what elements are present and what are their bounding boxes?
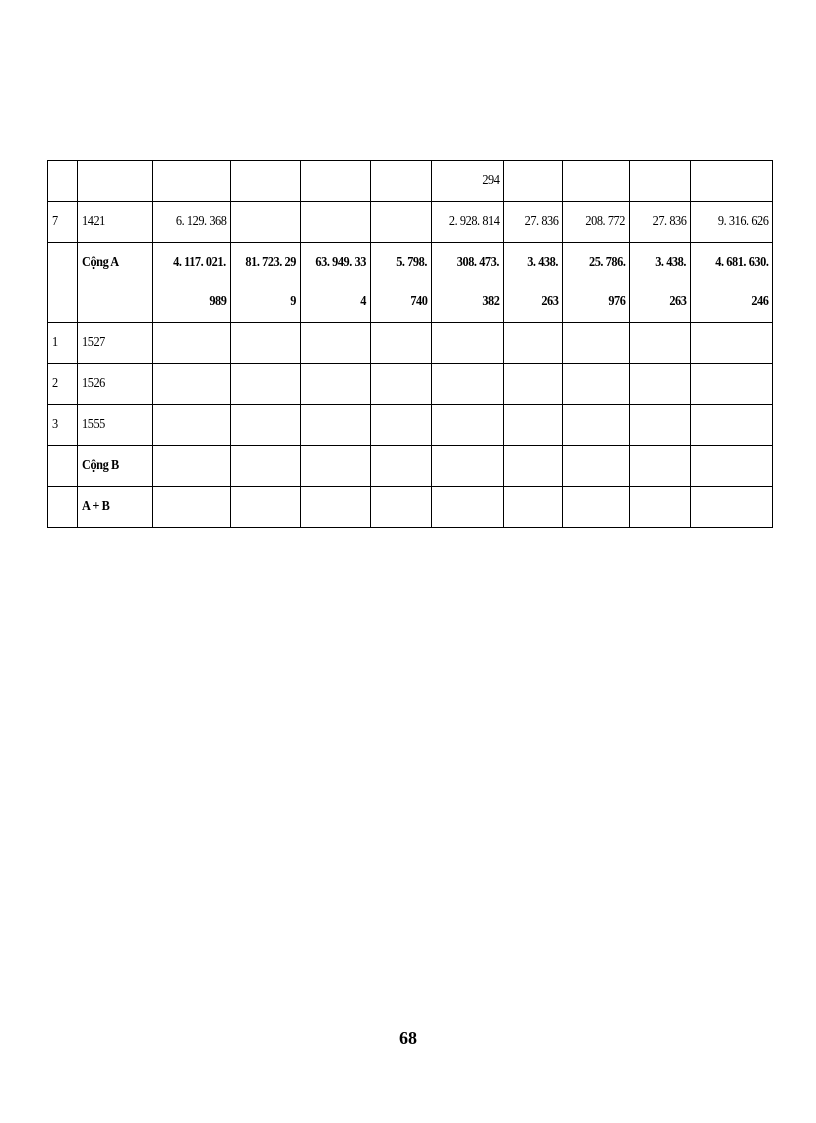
cell-c1: 4. 117. 021. 989 [153, 243, 231, 323]
cell-stt [48, 446, 78, 487]
cell-c1: 6. 129. 368 [153, 202, 231, 243]
cell-c3 [301, 405, 371, 446]
cell-c6 [504, 364, 563, 405]
cell-stt [48, 487, 78, 528]
cell-c1 [153, 487, 231, 528]
table-row-total-b [48, 446, 773, 487]
cell-c8 [630, 323, 691, 364]
cell-c5 [432, 487, 504, 528]
cell-c8 [630, 161, 691, 202]
cell-code: 1555 [78, 405, 153, 446]
cell-c5: 2. 928. 814 [432, 202, 504, 243]
cell-c5 [432, 405, 504, 446]
cell-c5 [432, 364, 504, 405]
table-row-total-a [48, 243, 773, 323]
cell-c1 [153, 323, 231, 364]
cell-stt: 1 [48, 323, 78, 364]
cell-c3 [301, 487, 371, 528]
cell-c6 [504, 446, 563, 487]
cell-c3 [301, 202, 371, 243]
cell-stt [48, 243, 78, 323]
cell-code: A + B [78, 487, 153, 528]
cell-c6 [504, 405, 563, 446]
cell-c3: 63. 949. 334 [301, 243, 371, 323]
cell-c8 [630, 446, 691, 487]
cell-c4 [371, 446, 432, 487]
cell-c8 [630, 364, 691, 405]
cell-c2 [231, 364, 301, 405]
cell-c6 [504, 323, 563, 364]
cell-stt: 7 [48, 202, 78, 243]
financial-table-container [47, 160, 772, 528]
cell-c7 [563, 161, 630, 202]
cell-c2 [231, 323, 301, 364]
cell-c8 [630, 487, 691, 528]
cell-c2 [231, 405, 301, 446]
cell-code: Cộng B [78, 446, 153, 487]
cell-c2 [231, 446, 301, 487]
table-row [48, 161, 773, 202]
cell-c7 [563, 487, 630, 528]
table-row [48, 202, 773, 243]
cell-c1 [153, 364, 231, 405]
cell-c7 [563, 364, 630, 405]
cell-c4 [371, 202, 432, 243]
cell-c4 [371, 405, 432, 446]
cell-c3 [301, 161, 371, 202]
cell-c9 [691, 405, 773, 446]
cell-code: Cộng A [78, 243, 153, 323]
cell-c1 [153, 161, 231, 202]
cell-c7 [563, 323, 630, 364]
financial-table [47, 160, 773, 528]
cell-c3 [301, 323, 371, 364]
cell-c7 [563, 446, 630, 487]
cell-c7: 208. 772 [563, 202, 630, 243]
cell-c4 [371, 323, 432, 364]
page-number: 68 [399, 1028, 417, 1048]
cell-stt: 2 [48, 364, 78, 405]
cell-c6: 27. 836 [504, 202, 563, 243]
cell-c1 [153, 405, 231, 446]
cell-c9 [691, 364, 773, 405]
cell-code: 1421 [78, 202, 153, 243]
cell-code: 1526 [78, 364, 153, 405]
cell-c2 [231, 161, 301, 202]
cell-c2 [231, 487, 301, 528]
table-row [48, 323, 773, 364]
cell-c9 [691, 323, 773, 364]
cell-c9 [691, 487, 773, 528]
table-row [48, 364, 773, 405]
cell-c1 [153, 446, 231, 487]
cell-c8: 27. 836 [630, 202, 691, 243]
cell-c3 [301, 364, 371, 405]
cell-c4 [371, 364, 432, 405]
cell-c7: 25. 786. 976 [563, 243, 630, 323]
cell-c7 [563, 405, 630, 446]
cell-c9: 4. 681. 630. 246 [691, 243, 773, 323]
cell-code: 1527 [78, 323, 153, 364]
cell-c4 [371, 161, 432, 202]
cell-c2 [231, 202, 301, 243]
cell-c6 [504, 487, 563, 528]
table-row [48, 405, 773, 446]
cell-c5 [432, 323, 504, 364]
cell-c8 [630, 405, 691, 446]
cell-c6: 3. 438. 263 [504, 243, 563, 323]
cell-c5 [432, 446, 504, 487]
cell-c5: 294 [432, 161, 504, 202]
cell-c4 [371, 487, 432, 528]
cell-c9 [691, 446, 773, 487]
cell-c9 [691, 161, 773, 202]
table-row-grand-total [48, 487, 773, 528]
cell-c4: 5. 798. 740 [371, 243, 432, 323]
cell-stt: 3 [48, 405, 78, 446]
cell-c9: 9. 316. 626 [691, 202, 773, 243]
cell-code [78, 161, 153, 202]
cell-c5: 308. 473. 382 [432, 243, 504, 323]
cell-c6 [504, 161, 563, 202]
cell-stt [48, 161, 78, 202]
cell-c3 [301, 446, 371, 487]
cell-c8: 3. 438. 263 [630, 243, 691, 323]
cell-c2: 81. 723. 299 [231, 243, 301, 323]
